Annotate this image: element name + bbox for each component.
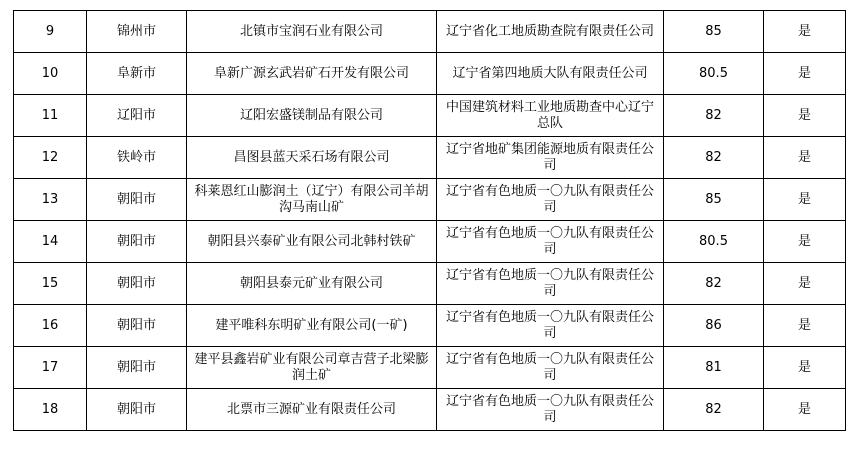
company-cell: 北票市三源矿业有限责任公司	[187, 389, 437, 431]
pass-cell: 是	[764, 389, 846, 431]
score-cell: 81	[664, 347, 764, 389]
table-row	[14, 263, 846, 305]
row-number: 18	[14, 389, 87, 431]
pass-cell: 是	[764, 179, 846, 221]
city-cell: 朝阳市	[87, 389, 187, 431]
table-row	[14, 305, 846, 347]
city-cell: 朝阳市	[87, 221, 187, 263]
score-cell: 82	[664, 95, 764, 137]
score-cell: 85	[664, 179, 764, 221]
company-cell: 朝阳县泰元矿业有限公司	[187, 263, 437, 305]
pass-cell: 是	[764, 263, 846, 305]
unit-cell: 辽宁省有色地质一〇九队有限责任公司	[437, 263, 664, 305]
city-cell: 阜新市	[87, 53, 187, 95]
unit-cell: 辽宁省化工地质勘查院有限责任公司	[437, 11, 664, 53]
pass-cell: 是	[764, 137, 846, 179]
score-cell: 82	[664, 263, 764, 305]
company-cell: 北镇市宝润石业有限公司	[187, 11, 437, 53]
table-row	[14, 53, 846, 95]
city-cell: 朝阳市	[87, 347, 187, 389]
row-number: 12	[14, 137, 87, 179]
table-row	[14, 389, 846, 431]
city-cell: 铁岭市	[87, 137, 187, 179]
table-body	[14, 11, 846, 431]
table-row	[14, 179, 846, 221]
results-table	[13, 10, 846, 431]
city-cell: 朝阳市	[87, 263, 187, 305]
row-number: 15	[14, 263, 87, 305]
company-cell: 科莱恩红山膨润土（辽宁）有限公司羊胡沟马南山矿	[187, 179, 437, 221]
row-number: 17	[14, 347, 87, 389]
pass-cell: 是	[764, 305, 846, 347]
score-cell: 80.5	[664, 53, 764, 95]
pass-cell: 是	[764, 11, 846, 53]
row-number: 14	[14, 221, 87, 263]
unit-cell: 辽宁省有色地质一〇九队有限责任公司	[437, 221, 664, 263]
city-cell: 朝阳市	[87, 305, 187, 347]
company-cell: 建平县鑫岩矿业有限公司章吉营子北梁膨润土矿	[187, 347, 437, 389]
unit-cell: 辽宁省有色地质一〇九队有限责任公司	[437, 179, 664, 221]
unit-cell: 辽宁省第四地质大队有限责任公司	[437, 53, 664, 95]
company-cell: 昌图县蓝天采石场有限公司	[187, 137, 437, 179]
score-cell: 80.5	[664, 221, 764, 263]
table-row	[14, 347, 846, 389]
city-cell: 朝阳市	[87, 179, 187, 221]
pass-cell: 是	[764, 347, 846, 389]
row-number: 11	[14, 95, 87, 137]
city-cell: 辽阳市	[87, 95, 187, 137]
row-number: 10	[14, 53, 87, 95]
company-cell: 朝阳县兴泰矿业有限公司北韩村铁矿	[187, 221, 437, 263]
pass-cell: 是	[764, 53, 846, 95]
unit-cell: 辽宁省有色地质一〇九队有限责任公司	[437, 389, 664, 431]
unit-cell: 辽宁省地矿集团能源地质有限责任公司	[437, 137, 664, 179]
city-cell: 锦州市	[87, 11, 187, 53]
table-row	[14, 137, 846, 179]
table-row	[14, 11, 846, 53]
unit-cell: 辽宁省有色地质一〇九队有限责任公司	[437, 347, 664, 389]
score-cell: 86	[664, 305, 764, 347]
table-row	[14, 221, 846, 263]
score-cell: 82	[664, 137, 764, 179]
pass-cell: 是	[764, 95, 846, 137]
unit-cell: 中国建筑材料工业地质勘查中心辽宁总队	[437, 95, 664, 137]
table-row	[14, 95, 846, 137]
row-number: 16	[14, 305, 87, 347]
company-cell: 建平唯科东明矿业有限公司(一矿)	[187, 305, 437, 347]
unit-cell: 辽宁省有色地质一〇九队有限责任公司	[437, 305, 664, 347]
row-number: 9	[14, 11, 87, 53]
company-cell: 阜新广源玄武岩矿石开发有限公司	[187, 53, 437, 95]
score-cell: 82	[664, 389, 764, 431]
row-number: 13	[14, 179, 87, 221]
score-cell: 85	[664, 11, 764, 53]
company-cell: 辽阳宏盛镁制品有限公司	[187, 95, 437, 137]
pass-cell: 是	[764, 221, 846, 263]
